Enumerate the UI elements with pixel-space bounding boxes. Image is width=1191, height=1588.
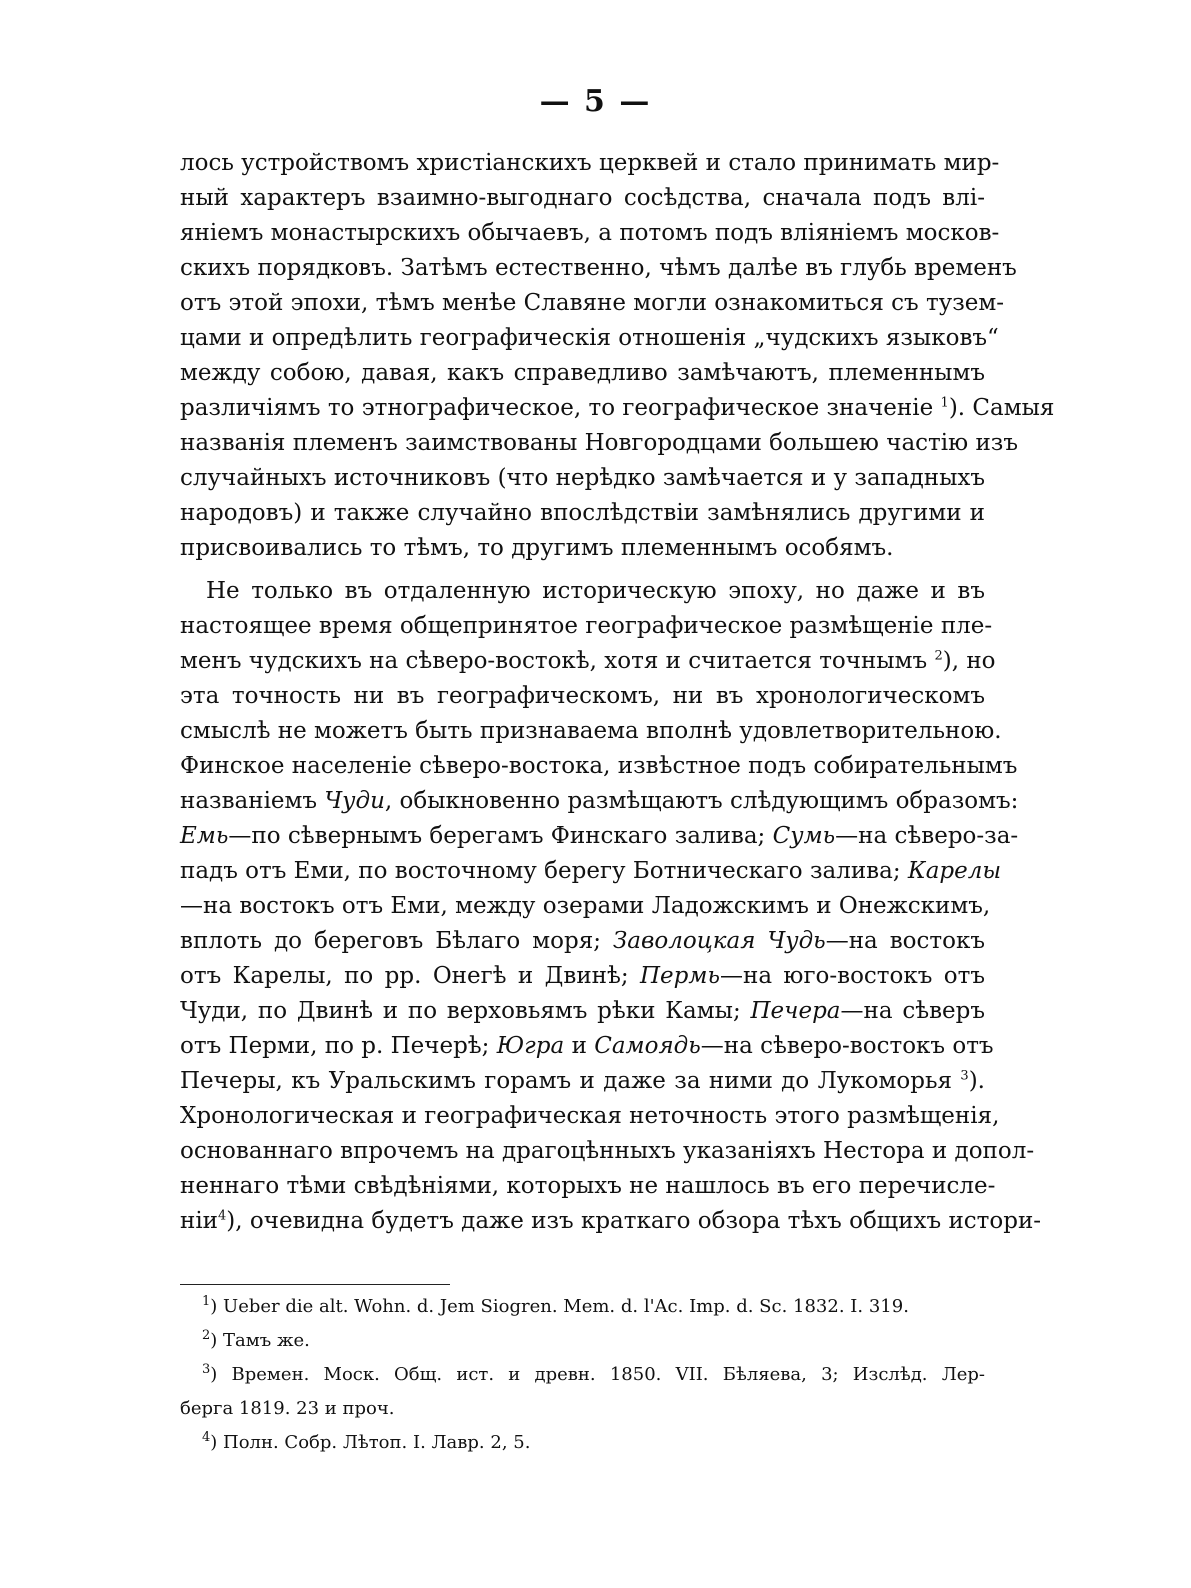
- footnote-ref: 3: [960, 1068, 969, 1084]
- text-line: [180, 924, 985, 959]
- text-line: Не только въ отдаленную историческую эпоху, но даже и въ: [206, 578, 985, 604]
- text-line: [180, 1029, 994, 1064]
- text-line: лось устройствомъ христіанскихъ церквей и стало принимать мир-: [180, 150, 1000, 176]
- text-span: отъ Перми, по р. Печерѣ;: [180, 1033, 490, 1059]
- text-span: ).: [968, 1068, 985, 1094]
- text-line: Финское населеніе сѣверо-востока, извѣстное подъ собирательнымъ: [180, 753, 1018, 779]
- text-span: названіемъ: [180, 788, 318, 814]
- text-line: [180, 1204, 1042, 1239]
- text-span: Чуди, по Двинѣ и по верховьямъ рѣки Камы;: [180, 998, 741, 1024]
- text-span: ), но: [942, 648, 996, 674]
- text-line: ный характеръ взаимно-выгоднаго сосѣдства, сначала подъ влі-: [180, 185, 985, 211]
- footnote-continuation: берга 1819. 23 и проч.: [180, 1398, 395, 1419]
- footnote: [180, 1324, 985, 1358]
- text-span: ), очевидна будетъ даже изъ краткаго обзора тѣхъ общихъ истори-: [226, 1208, 1042, 1234]
- footnote-marker: 2: [202, 1328, 211, 1343]
- text-span: различіямъ то этнографическое, то географическое значеніе: [180, 395, 934, 421]
- tribe-name: Заволоцкая Чудь: [612, 928, 826, 954]
- footnote-marker: 4: [202, 1430, 211, 1445]
- text-line: неннаго тѣми свѣдѣніями, которыхъ не нашлось въ его перечисле-: [180, 1173, 996, 1199]
- text-line: названія племенъ заимствованы Новгородцами большею частію изъ: [180, 430, 1018, 456]
- text-span: —на сѣверо-востокъ отъ: [700, 1033, 994, 1059]
- text-line: [180, 819, 1019, 854]
- footnote-text: ) Времен. Моск. Общ. ист. и древн. 1850. VII. Бѣляева, 3; Изслѣд. Лер-: [210, 1364, 985, 1385]
- footnote: [180, 1426, 985, 1460]
- text-line: между собою, давая, какъ справедливо замѣчаютъ, племеннымъ: [180, 360, 985, 386]
- text-line: [180, 994, 985, 1029]
- text-span: падъ отъ Еми, по восточному берегу Ботническаго залива;: [180, 858, 901, 884]
- text-line: [180, 854, 1002, 889]
- text-line: эта точность ни въ географическомъ, ни въ хронологическомъ: [180, 683, 985, 709]
- footnote-marker: 1: [202, 1294, 211, 1309]
- text-span: вплоть до береговъ Бѣлаго моря;: [180, 928, 601, 954]
- text-span: —по сѣвернымъ берегамъ Финскаго залива;: [228, 823, 766, 849]
- footnote: [180, 1358, 985, 1392]
- text-line: смыслѣ не можетъ быть признаваема вполнѣ удовлетворительною.: [180, 718, 1002, 744]
- text-line: отъ этой эпохи, тѣмъ менѣе Славяне могли ознакомиться съ тузем-: [180, 290, 1005, 316]
- text-line: [180, 644, 996, 679]
- tribe-name: Емь: [180, 823, 229, 849]
- footnote-divider: [180, 1284, 450, 1285]
- text-line: цами и опредѣлить географическія отношенія „чудскихъ языковъ“: [180, 325, 999, 351]
- tribe-name: Югра: [496, 1033, 565, 1059]
- tribe-name: Пермь: [640, 963, 720, 989]
- text-line: Хронологическая и географическая неточность этого размѣщенія,: [180, 1103, 1000, 1129]
- tribe-name: Печера: [750, 998, 841, 1024]
- text-span: —на юго-востокъ отъ: [719, 963, 985, 989]
- text-span: Печеры, къ Уральскимъ горамъ и даже за ними до Лукоморья: [180, 1068, 953, 1094]
- text-span: —на сѣверо-за-: [835, 823, 1019, 849]
- text-line: настоящее время общепринятое географическое размѣщеніе пле-: [180, 613, 993, 639]
- footnote-ref: 1: [940, 395, 949, 411]
- footnote-text: ) Полн. Собр. Лѣтоп. I. Лавр. 2, 5.: [210, 1432, 531, 1453]
- text-span: отъ Карелы, по рр. Онегѣ и Двинѣ;: [180, 963, 629, 989]
- footnote-ref: 2: [934, 648, 943, 664]
- footnote-ref: 4: [218, 1208, 227, 1224]
- page-number: — 5 —: [539, 84, 652, 119]
- text-line: случайныхъ источниковъ (что нерѣдко замѣчается и у западныхъ: [180, 465, 986, 491]
- text-line: [180, 784, 1019, 819]
- text-span: менъ чудскихъ на сѣверо-востокѣ, хотя и считается точнымъ: [180, 648, 928, 674]
- footnote-text: ) Тамъ же.: [210, 1330, 310, 1351]
- text-line: скихъ порядковъ. Затѣмъ естественно, чѣмъ далѣе въ глубь временъ: [180, 255, 1017, 281]
- text-line: [180, 959, 985, 994]
- text-line: народовъ) и также случайно впослѣдствіи замѣнялись другими и: [180, 500, 985, 526]
- main-text: [180, 146, 1055, 1239]
- footnote-text: ) Ueber die alt. Wohn. d. Jem Siogren. Mem. d. l'Ac. Imp. d. Sc. 1832. I. 319.: [210, 1296, 909, 1317]
- text-line: яніемъ монастырскихъ обычаевъ, а потомъ подъ вліяніемъ москов-: [180, 220, 1000, 246]
- text-line: присвоивались то тѣмъ, то другимъ племеннымъ особямъ.: [180, 535, 894, 561]
- footnotes: [180, 1290, 985, 1460]
- tribe-name: Чуди: [324, 788, 385, 814]
- text-line: основаннаго впрочемъ на драгоцѣнныхъ указаніяхъ Нестора и допол-: [180, 1138, 1035, 1164]
- text-span: ніи: [180, 1208, 219, 1234]
- footnote-marker: 3: [202, 1362, 211, 1377]
- tribe-name: Карелы: [907, 858, 1002, 884]
- text-span: —на востокъ: [825, 928, 985, 954]
- text-line: —на востокъ отъ Еми, между озерами Ладожскимъ и Онежскимъ,: [180, 893, 991, 919]
- text-line: [180, 391, 1055, 426]
- text-line: [180, 1064, 985, 1099]
- text-span: ). Самыя: [948, 395, 1055, 421]
- footnote: [180, 1290, 985, 1324]
- tribe-name: Самоядь: [594, 1033, 701, 1059]
- text-span: , обыкновенно размѣщаютъ слѣдующимъ образомъ:: [384, 788, 1019, 814]
- text-span: и: [571, 1033, 587, 1059]
- text-span: —на сѣверъ: [840, 998, 986, 1024]
- tribe-name: Сумь: [772, 823, 836, 849]
